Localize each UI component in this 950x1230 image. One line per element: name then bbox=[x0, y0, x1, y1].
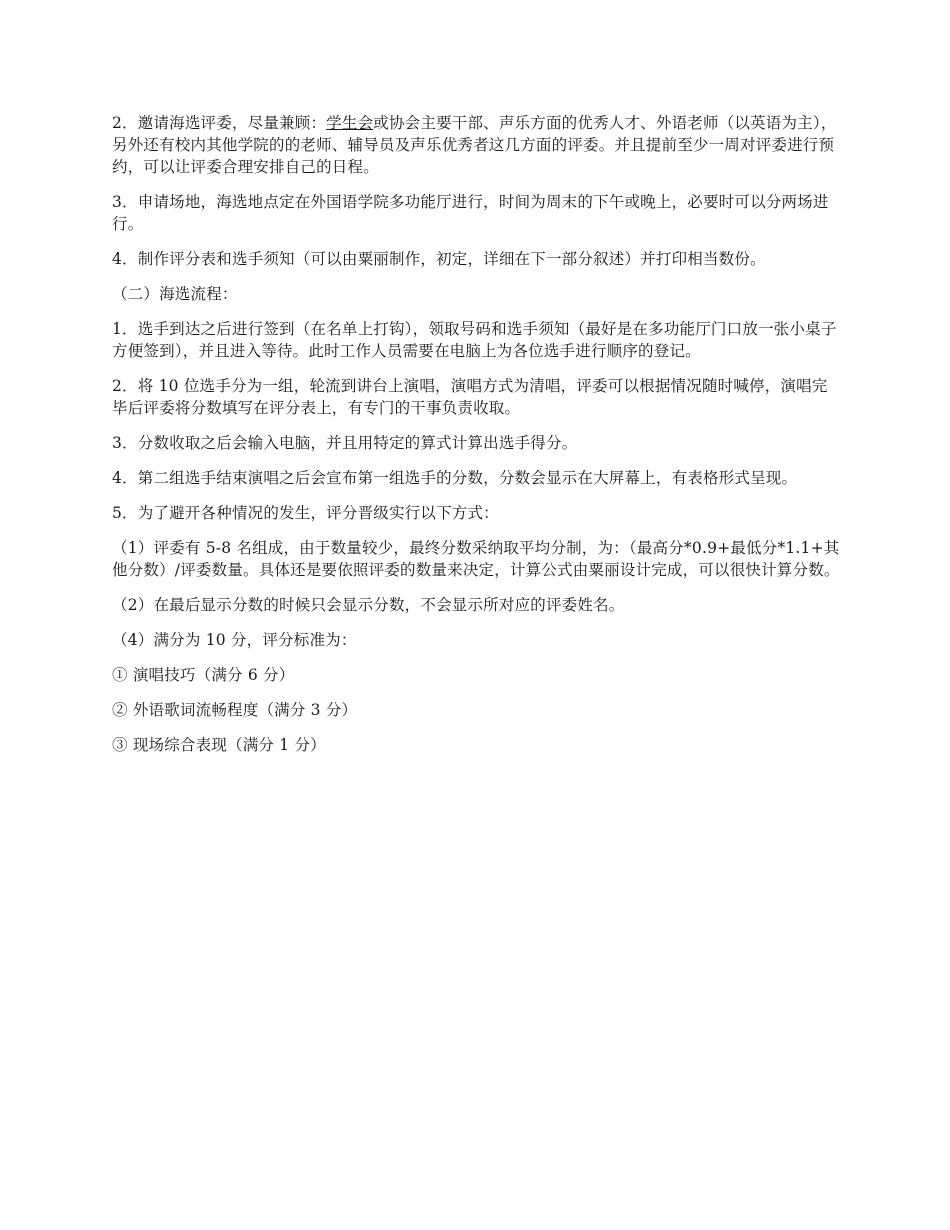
paragraph-score-announce: 4．第二组选手结束演唱之后会宣布第一组选手的分数，分数会显示在大屏幕上，有表格形式呈现。 bbox=[112, 469, 798, 487]
student-union-link[interactable]: 学生会 bbox=[326, 114, 374, 132]
criterion-singing-skill: ① 演唱技巧（满分 6 分） bbox=[112, 666, 295, 684]
document-page bbox=[112, 112, 840, 769]
paragraph-judges-formula: （1）评委有 5-8 名组成，由于数量较少，最终分数采纳取平均分制，为：（最高分*0.9+最低分*1.1+其他分数）/评委数量。具体还是要依照评委的数量来决定，计算公式由粟丽设计完成，可以很快计算分数。 bbox=[112, 539, 840, 579]
paragraph-venue: 3．申请场地，海选地点定在外国语学院多功能厅进行，时间为周末的下午或晚上，必要时可以分两场进行。 bbox=[112, 193, 829, 233]
paragraph-invite-judges bbox=[112, 112, 840, 178]
paragraph-sign-in: 1．选手到达之后进行签到（在名单上打钩），领取号码和选手须知（最好是在多功能厅门口放一张小桌子方便签到），并且进入等待。此时工作人员需要在电脑上为各位选手进行顺序的登记。 bbox=[112, 320, 837, 360]
paragraph-groups: 2．将 10 位选手分为一组，轮流到讲台上演唱，演唱方式为清唱，评委可以根据情况随时喊停，演唱完毕后评委将分数填写在评分表上，有专门的干事负责收取。 bbox=[112, 377, 828, 417]
section-heading-audition-process: （二）海选流程： bbox=[112, 285, 238, 303]
paragraph-text: 或协会主要干部、声乐方面的优秀人才、外语老师（以英语为主），另外还有校内其他学院的的老师、辅导员及声乐优秀者这几方面的评委。并且提前至少一周对评委进行预约，可以让评委合理安排自己的日程。 bbox=[112, 114, 837, 176]
paragraph-full-score: （4）满分为 10 分，评分标准为： bbox=[112, 631, 357, 649]
paragraph-anonymous-scores: （2）在最后显示分数的时候只会显示分数，不会显示所对应的评委姓名。 bbox=[112, 596, 625, 614]
criterion-lyrics-fluency: ② 外语歌词流畅程度（满分 3 分） bbox=[112, 701, 358, 719]
paragraph-scoring-method: 5．为了避开各种情况的发生，评分晋级实行以下方式： bbox=[112, 504, 499, 522]
criterion-stage-performance: ③ 现场综合表现（满分 1 分） bbox=[112, 736, 326, 754]
paragraph-score-entry: 3．分数收取之后会输入电脑，并且用特定的算式计算出选手得分。 bbox=[112, 434, 578, 452]
paragraph-score-sheet: 4．制作评分表和选手须知（可以由粟丽制作，初定，详细在下一部分叙述）并打印相当数份。 bbox=[112, 250, 766, 268]
paragraph-text: 2．邀请海选评委，尽量兼顾： bbox=[112, 114, 327, 132]
